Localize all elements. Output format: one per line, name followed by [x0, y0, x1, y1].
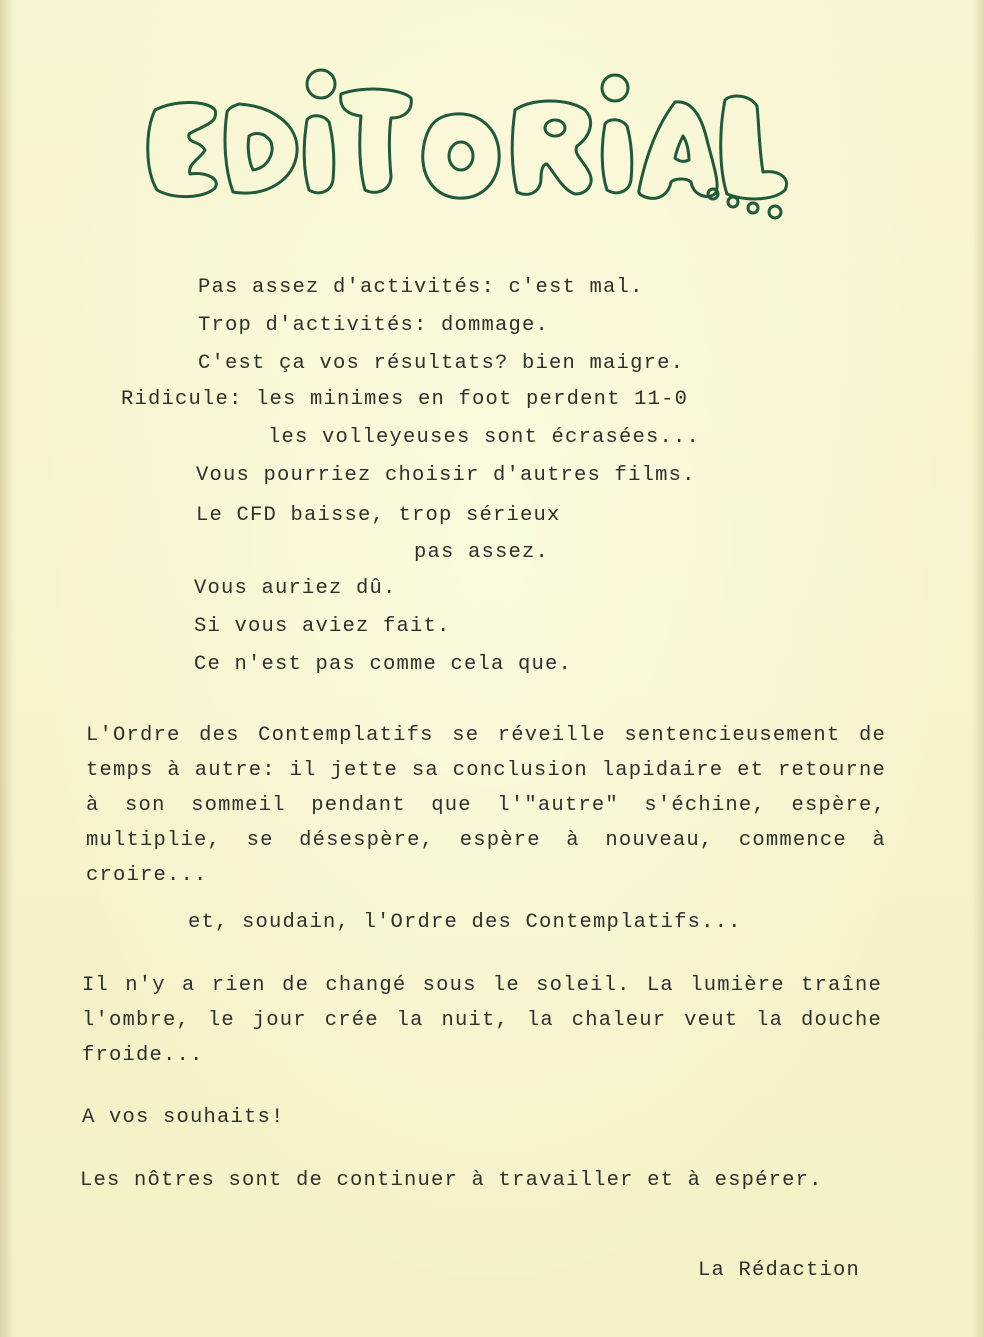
paragraph-souhaits: A vos souhaits! — [82, 1106, 285, 1129]
paragraph-soudain: et, soudain, l'Ordre des Contemplatifs... — [188, 911, 742, 934]
verse-line: Vous auriez dû. — [194, 577, 397, 600]
editorial-heading-drawing — [135, 40, 795, 240]
editorial-heading — [135, 40, 795, 240]
paragraph-contemplatifs: L'Ordre des Contemplatifs se réveille sentencieusement de temps à autre: il jette sa conclusion lapidaire et retourne à son sommeil pendant que l'"autre" s'échine, espère, multiplie, se désespère, espère à nouveau, commence à croire... — [86, 724, 886, 887]
verse-line: Ce n'est pas comme cela que. — [194, 653, 573, 676]
verse-line: Si vous aviez fait. — [194, 615, 451, 638]
verse-line: C'est ça vos résultats? bien maigre. — [198, 352, 685, 375]
paragraph-notres: Les nôtres sont de continuer à travailler et à espérer. — [80, 1169, 823, 1192]
verse-line: Trop d'activités: dommage. — [198, 314, 550, 337]
verse-line: les volleyeuses sont écrasées... — [268, 426, 701, 449]
verse-line: Vous pourriez choisir d'autres films. — [196, 464, 696, 487]
verse-line: Pas assez d'activités: c'est mal. — [198, 276, 644, 299]
paper-edge-right — [972, 0, 984, 1337]
verse-line: pas assez. — [414, 541, 550, 564]
signature: La Rédaction — [698, 1259, 861, 1282]
verse-line: Ridicule: les minimes en foot perdent 11-0 — [121, 388, 689, 411]
paragraph-soleil: Il n'y a rien de changé sous le soleil. La lumière traîne l'ombre, le jour crée la nuit, la chaleur veut la douche froide... — [82, 974, 882, 1067]
paper-edge-left — [0, 0, 14, 1337]
verse-line: Le CFD baisse, trop sérieux — [196, 504, 561, 527]
